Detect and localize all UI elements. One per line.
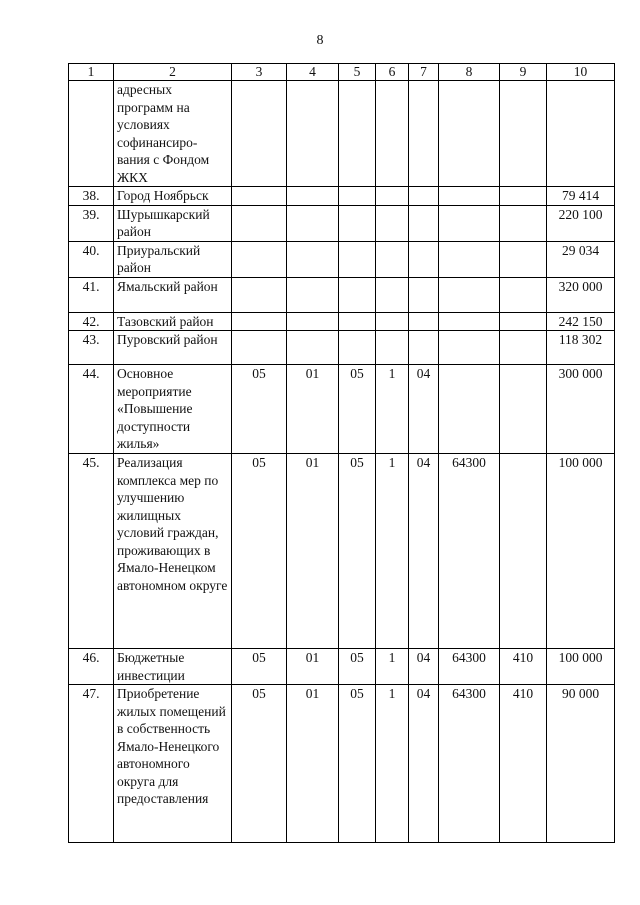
row-code-9 <box>500 277 547 312</box>
row-code-8 <box>439 365 500 454</box>
row-code-3: 05 <box>232 454 287 649</box>
row-code-8 <box>439 331 500 365</box>
row-code-7 <box>409 241 439 277</box>
row-code-9: 410 <box>500 685 547 843</box>
row-code-9 <box>500 81 547 187</box>
row-name: Реализация комплекса мер по улучшению жилищных условий граждан, проживающих в Ямало-Ненецком автономном округе <box>114 454 232 649</box>
row-code-7 <box>409 277 439 312</box>
row-code-4 <box>287 205 339 241</box>
row-number: 46. <box>69 649 114 685</box>
row-amount: 29 034 <box>547 241 615 277</box>
row-name: Шурышкарский район <box>114 205 232 241</box>
row-code-9 <box>500 365 547 454</box>
row-name: Бюджетные инвестиции <box>114 649 232 685</box>
row-code-5 <box>339 277 376 312</box>
row-code-7 <box>409 81 439 187</box>
row-code-7: 04 <box>409 365 439 454</box>
column-header: 1 <box>69 64 114 81</box>
row-amount: 220 100 <box>547 205 615 241</box>
row-number: 39. <box>69 205 114 241</box>
row-amount: 100 000 <box>547 454 615 649</box>
column-header: 7 <box>409 64 439 81</box>
table-row <box>69 277 615 312</box>
row-amount: 320 000 <box>547 277 615 312</box>
row-code-8 <box>439 312 500 331</box>
row-code-4 <box>287 81 339 187</box>
row-code-5: 05 <box>339 454 376 649</box>
row-amount <box>547 81 615 187</box>
row-code-4 <box>287 241 339 277</box>
row-code-6 <box>376 241 409 277</box>
row-amount: 100 000 <box>547 649 615 685</box>
row-number: 40. <box>69 241 114 277</box>
row-number: 44. <box>69 365 114 454</box>
row-amount: 90 000 <box>547 685 615 843</box>
row-number: 38. <box>69 187 114 206</box>
row-code-6 <box>376 277 409 312</box>
row-code-5 <box>339 187 376 206</box>
row-code-4: 01 <box>287 649 339 685</box>
column-header: 6 <box>376 64 409 81</box>
row-name: Приобретение жилых помещений в собственность Ямало-Ненецкого автономного округа для предоставления <box>114 685 232 843</box>
row-code-8 <box>439 205 500 241</box>
row-code-7: 04 <box>409 454 439 649</box>
table-row <box>69 331 615 365</box>
row-code-9 <box>500 187 547 206</box>
row-code-9: 410 <box>500 649 547 685</box>
table-row <box>69 312 615 331</box>
row-name: Пуровский район <box>114 331 232 365</box>
table-row <box>69 454 615 649</box>
column-header: 10 <box>547 64 615 81</box>
row-code-8 <box>439 241 500 277</box>
table-header-row <box>69 64 615 81</box>
column-header: 3 <box>232 64 287 81</box>
row-number: 43. <box>69 331 114 365</box>
table-row <box>69 205 615 241</box>
page-number: 8 <box>316 33 324 48</box>
row-name: Основное мероприятие «Повышение доступности жилья» <box>114 365 232 454</box>
row-code-6 <box>376 205 409 241</box>
row-code-7 <box>409 331 439 365</box>
row-code-3: 05 <box>232 649 287 685</box>
row-number: 41. <box>69 277 114 312</box>
row-code-8: 64300 <box>439 685 500 843</box>
row-code-5 <box>339 205 376 241</box>
row-code-5 <box>339 312 376 331</box>
row-amount: 242 150 <box>547 312 615 331</box>
row-name: Город Ноябрьск <box>114 187 232 206</box>
row-code-4: 01 <box>287 685 339 843</box>
row-code-6 <box>376 187 409 206</box>
row-code-8 <box>439 277 500 312</box>
row-code-8: 64300 <box>439 649 500 685</box>
row-code-4: 01 <box>287 365 339 454</box>
table-row <box>69 365 615 454</box>
row-number: 45. <box>69 454 114 649</box>
table-row <box>69 685 615 843</box>
table-row <box>69 187 615 206</box>
row-code-3 <box>232 81 287 187</box>
row-code-7 <box>409 205 439 241</box>
column-header: 8 <box>439 64 500 81</box>
column-header: 2 <box>114 64 232 81</box>
row-code-3: 05 <box>232 365 287 454</box>
table-row <box>69 241 615 277</box>
row-code-5 <box>339 331 376 365</box>
row-code-3 <box>232 277 287 312</box>
row-number: 47. <box>69 685 114 843</box>
row-code-7: 04 <box>409 649 439 685</box>
row-code-5: 05 <box>339 685 376 843</box>
row-code-6: 1 <box>376 685 409 843</box>
row-code-5 <box>339 81 376 187</box>
row-code-7 <box>409 312 439 331</box>
row-code-4 <box>287 312 339 331</box>
row-code-6: 1 <box>376 454 409 649</box>
row-code-3 <box>232 312 287 331</box>
column-header: 9 <box>500 64 547 81</box>
row-code-3: 05 <box>232 685 287 843</box>
row-code-8 <box>439 187 500 206</box>
row-name: Приуральский район <box>114 241 232 277</box>
row-number <box>69 81 114 187</box>
row-name: Ямальский район <box>114 277 232 312</box>
row-code-8: 64300 <box>439 454 500 649</box>
row-code-6 <box>376 331 409 365</box>
row-code-3 <box>232 331 287 365</box>
row-code-4 <box>287 331 339 365</box>
row-amount: 118 302 <box>547 331 615 365</box>
row-code-5 <box>339 241 376 277</box>
budget-table <box>68 63 615 843</box>
column-header: 5 <box>339 64 376 81</box>
table-row <box>69 649 615 685</box>
row-code-5: 05 <box>339 365 376 454</box>
row-name: адресных программ на условиях софинансиро-вания с Фондом ЖКХ <box>114 81 232 187</box>
row-code-6 <box>376 312 409 331</box>
row-code-7: 04 <box>409 685 439 843</box>
row-code-4 <box>287 277 339 312</box>
row-code-9 <box>500 312 547 331</box>
row-name: Тазовский район <box>114 312 232 331</box>
row-code-6: 1 <box>376 365 409 454</box>
row-code-8 <box>439 81 500 187</box>
row-code-9 <box>500 241 547 277</box>
row-code-6 <box>376 81 409 187</box>
row-code-3 <box>232 205 287 241</box>
column-header: 4 <box>287 64 339 81</box>
row-code-5: 05 <box>339 649 376 685</box>
row-code-4 <box>287 187 339 206</box>
row-code-9 <box>500 205 547 241</box>
row-number: 42. <box>69 312 114 331</box>
row-code-4: 01 <box>287 454 339 649</box>
table-row <box>69 81 615 187</box>
row-code-6: 1 <box>376 649 409 685</box>
row-amount: 300 000 <box>547 365 615 454</box>
row-code-3 <box>232 241 287 277</box>
row-code-3 <box>232 187 287 206</box>
row-code-7 <box>409 187 439 206</box>
row-code-9 <box>500 331 547 365</box>
row-code-9 <box>500 454 547 649</box>
row-amount: 79 414 <box>547 187 615 206</box>
